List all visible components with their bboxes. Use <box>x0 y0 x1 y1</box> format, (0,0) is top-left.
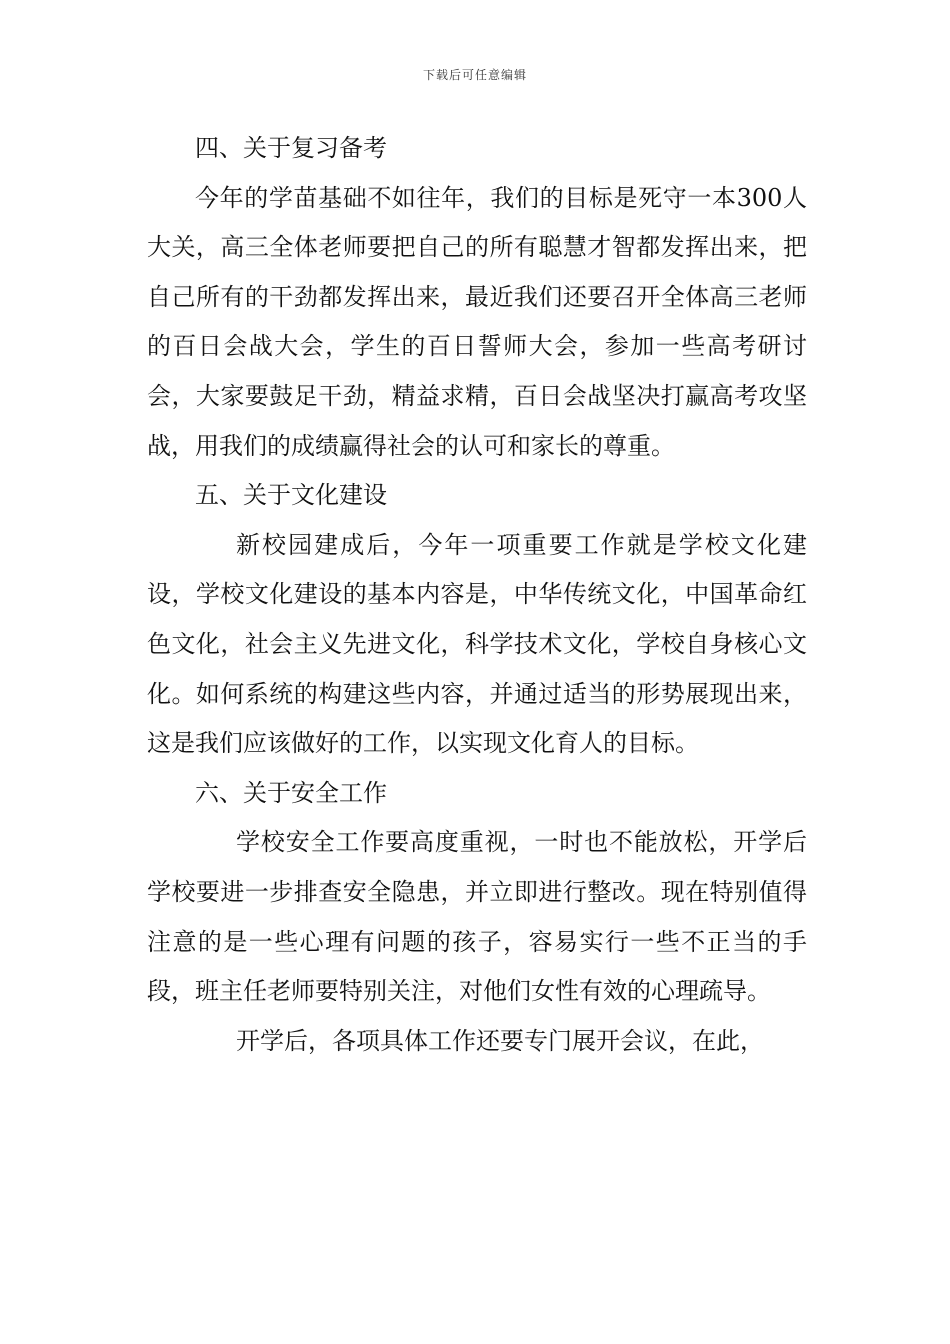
section-heading-safety: 六、关于安全工作 <box>195 778 387 807</box>
paragraph-culture: 新校园建成后，今年一项重要工作就是学校文化建设，学校文化建设的基本内容是，中华传统文化，中国革命红色文化，社会主义先进文化，科学技术文化，学校自身核心文化。如何系统的构建这些内容，并通过适当的形势展现出来，这是我们应该做好的工作，以实现文化育人的目标。 <box>147 530 807 758</box>
paragraph-closing: 开学后，各项具体工作还要专门展开会议，在此， <box>236 1026 764 1055</box>
section-heading-review: 四、关于复习备考 <box>195 134 387 162</box>
document-body <box>147 124 807 1066</box>
paragraph-safety: 学校安全工作要高度重视，一时也不能放松，开学后学校要进一步排查安全隐患，并立即进行整改。现在特别值得注意的是一些心理有问题的孩子，容易实行一些不正当的手段，班主任老师要特别关注，对他们女性有效的心理疏导。 <box>147 828 807 1006</box>
page-header: 下载后可任意编辑 <box>422 68 527 82</box>
section-heading-culture: 五、关于文化建设 <box>195 481 387 510</box>
paragraph-review: 今年的学苗基础不如往年，我们的目标是死守一本300人大关，高三全体老师要把自己的所有聪慧才智都发挥出来，把自己所有的干劲都发挥出来，最近我们还要召开全体高三老师的百日会战大会，学生的百日誓师大会，参加一些高考研讨会，大家要鼓足干劲，精益求精，百日会战坚决打赢高考攻坚战，用我们的成绩赢得社会的认可和家长的尊重。 <box>147 183 807 460</box>
